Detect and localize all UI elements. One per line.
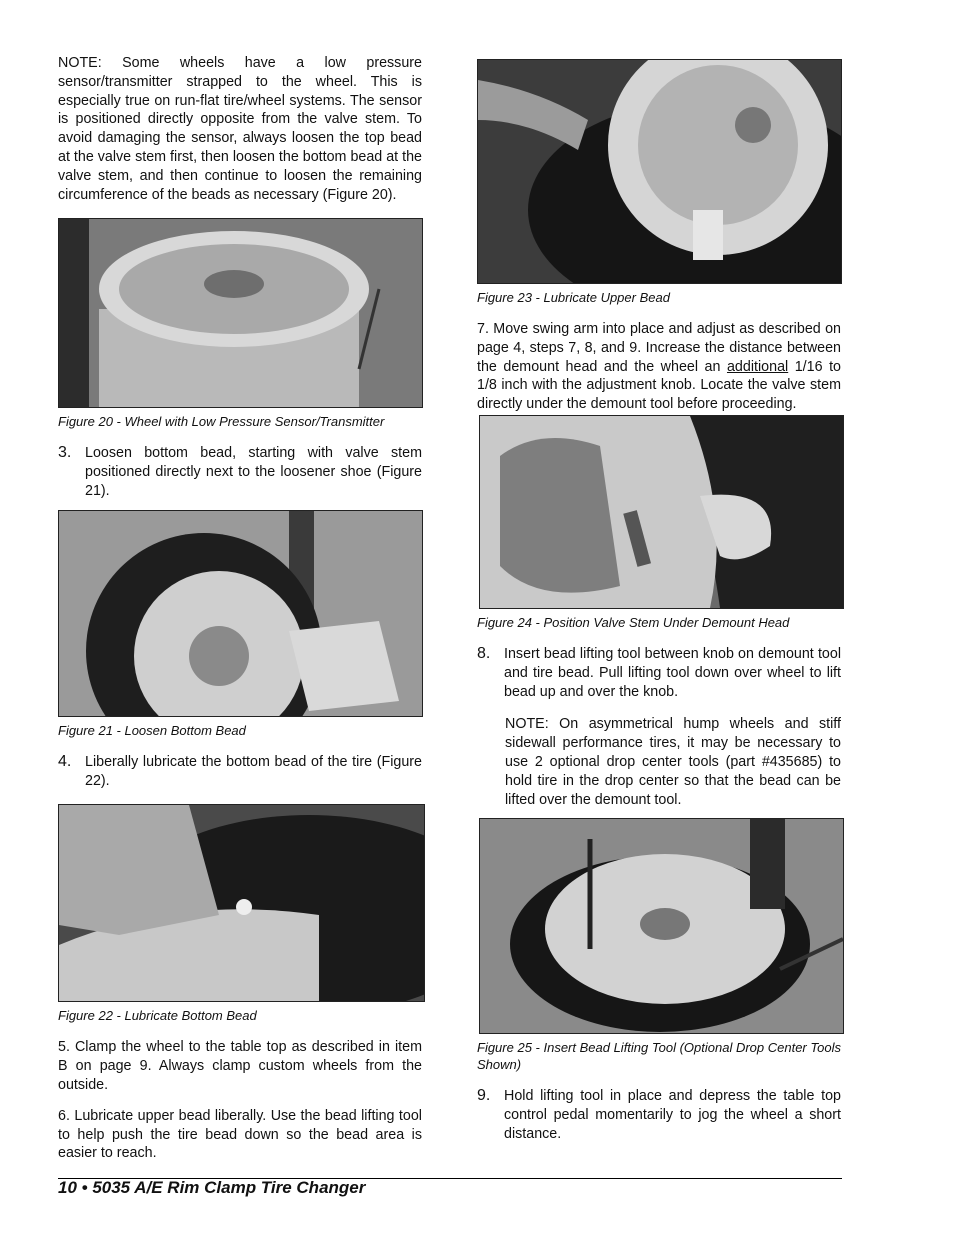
step-6-text: 6. Lubricate upper bead liberally. Use the bead lifting tool to help push the tire bead down so the bead area is easier to reach. — [58, 1107, 422, 1162]
step-9-text: Hold lifting tool in place and depress the table top control pedal momentarily to jog the wheel a short distance. — [504, 1088, 841, 1142]
step-3-number: 3. — [58, 444, 72, 462]
step-3-text: Loosen bottom bead, starting with valve stem positioned directly next to the loosener shoe (Figure 21). — [85, 445, 422, 499]
figure-25-photo — [479, 818, 844, 1034]
step-7-underlined: additional — [726, 358, 789, 375]
step-4-number: 4. — [58, 752, 72, 770]
step-8-text: Insert bead lifting tool between knob on demount tool and tire bead. Pull lifting tool down over wheel to lift bead up and over the knob. — [504, 645, 841, 700]
figure-24-photo — [479, 415, 844, 609]
step-3 — [58, 444, 422, 500]
figure-22-caption: Figure 22 - Lubricate Bottom Bead — [58, 1008, 257, 1024]
figure-23-photo — [477, 59, 842, 284]
step-5-text: 5. Clamp the wheel to the table top as described in item B on page 9. Always clamp custom wheels from the outside. — [58, 1039, 422, 1093]
step-7-text — [477, 320, 841, 414]
step-9 — [477, 1087, 841, 1143]
figure-20-photo — [58, 218, 423, 408]
step-7-part-a: 7. Move swing arm into place and adjust as described on page 4, steps 7, 8, and 9. Increase the distance between the demount head and the wheel an — [477, 321, 841, 375]
figure-21-caption: Figure 21 - Loosen Bottom Bead — [58, 722, 246, 738]
figure-23-caption: Figure 23 - Lubricate Upper Bead — [477, 290, 670, 305]
step-7-part-b: 1/16 to 1/8 inch with the adjustment knob. Locate the valve stem directly under the demount tool before proceeding. — [477, 358, 842, 413]
step-4-text: Liberally lubricate the bottom bead of the tire (Figure 22). — [85, 753, 422, 789]
figure-24-caption: Figure 24 - Position Valve Stem Under Demount Head — [477, 614, 790, 630]
page-footer — [58, 1178, 365, 1198]
step-4 — [58, 753, 422, 791]
step-8-number: 8. — [477, 644, 491, 662]
step-9-number: 9. — [477, 1087, 491, 1105]
left-column — [58, 54, 422, 1163]
step-8 — [477, 645, 841, 701]
footer-title: • 5035 A/E Rim Clamp Tire Changer — [76, 1178, 366, 1197]
low-pressure-sensor-note: NOTE: Some wheels have a low pressure sensor/transmitter strapped to the wheel. This is especially true on run-flat tire/wheel systems. The sensor is positioned directly opposite from the valve stem. To avoid damaging the sensor, always loosen the top bead at the valve stem first, then loosen the bottom bead at the valve stem, and then continue to loosen the remaining circumference of the beads as necessary (Figure 20). — [58, 55, 422, 203]
right-column — [477, 54, 841, 1144]
page-number: 10 — [58, 1178, 77, 1197]
figure-22-photo — [58, 804, 425, 1002]
figure-20-caption: Figure 20 - Wheel with Low Pressure Sensor/Transmitter — [58, 414, 385, 430]
drop-center-note: NOTE: On asymmetrical hump wheels and stiff sidewall performance tires, it may be necessary to use 2 optional drop center tools (part #435685) to hold tire in the drop center so that the bead can be lifted over the demount tool. — [505, 716, 841, 808]
figure-21-photo — [58, 510, 423, 717]
figure-25-caption: Figure 25 - Insert Bead Lifting Tool (Optional Drop Center Tools Shown) — [477, 1040, 841, 1073]
